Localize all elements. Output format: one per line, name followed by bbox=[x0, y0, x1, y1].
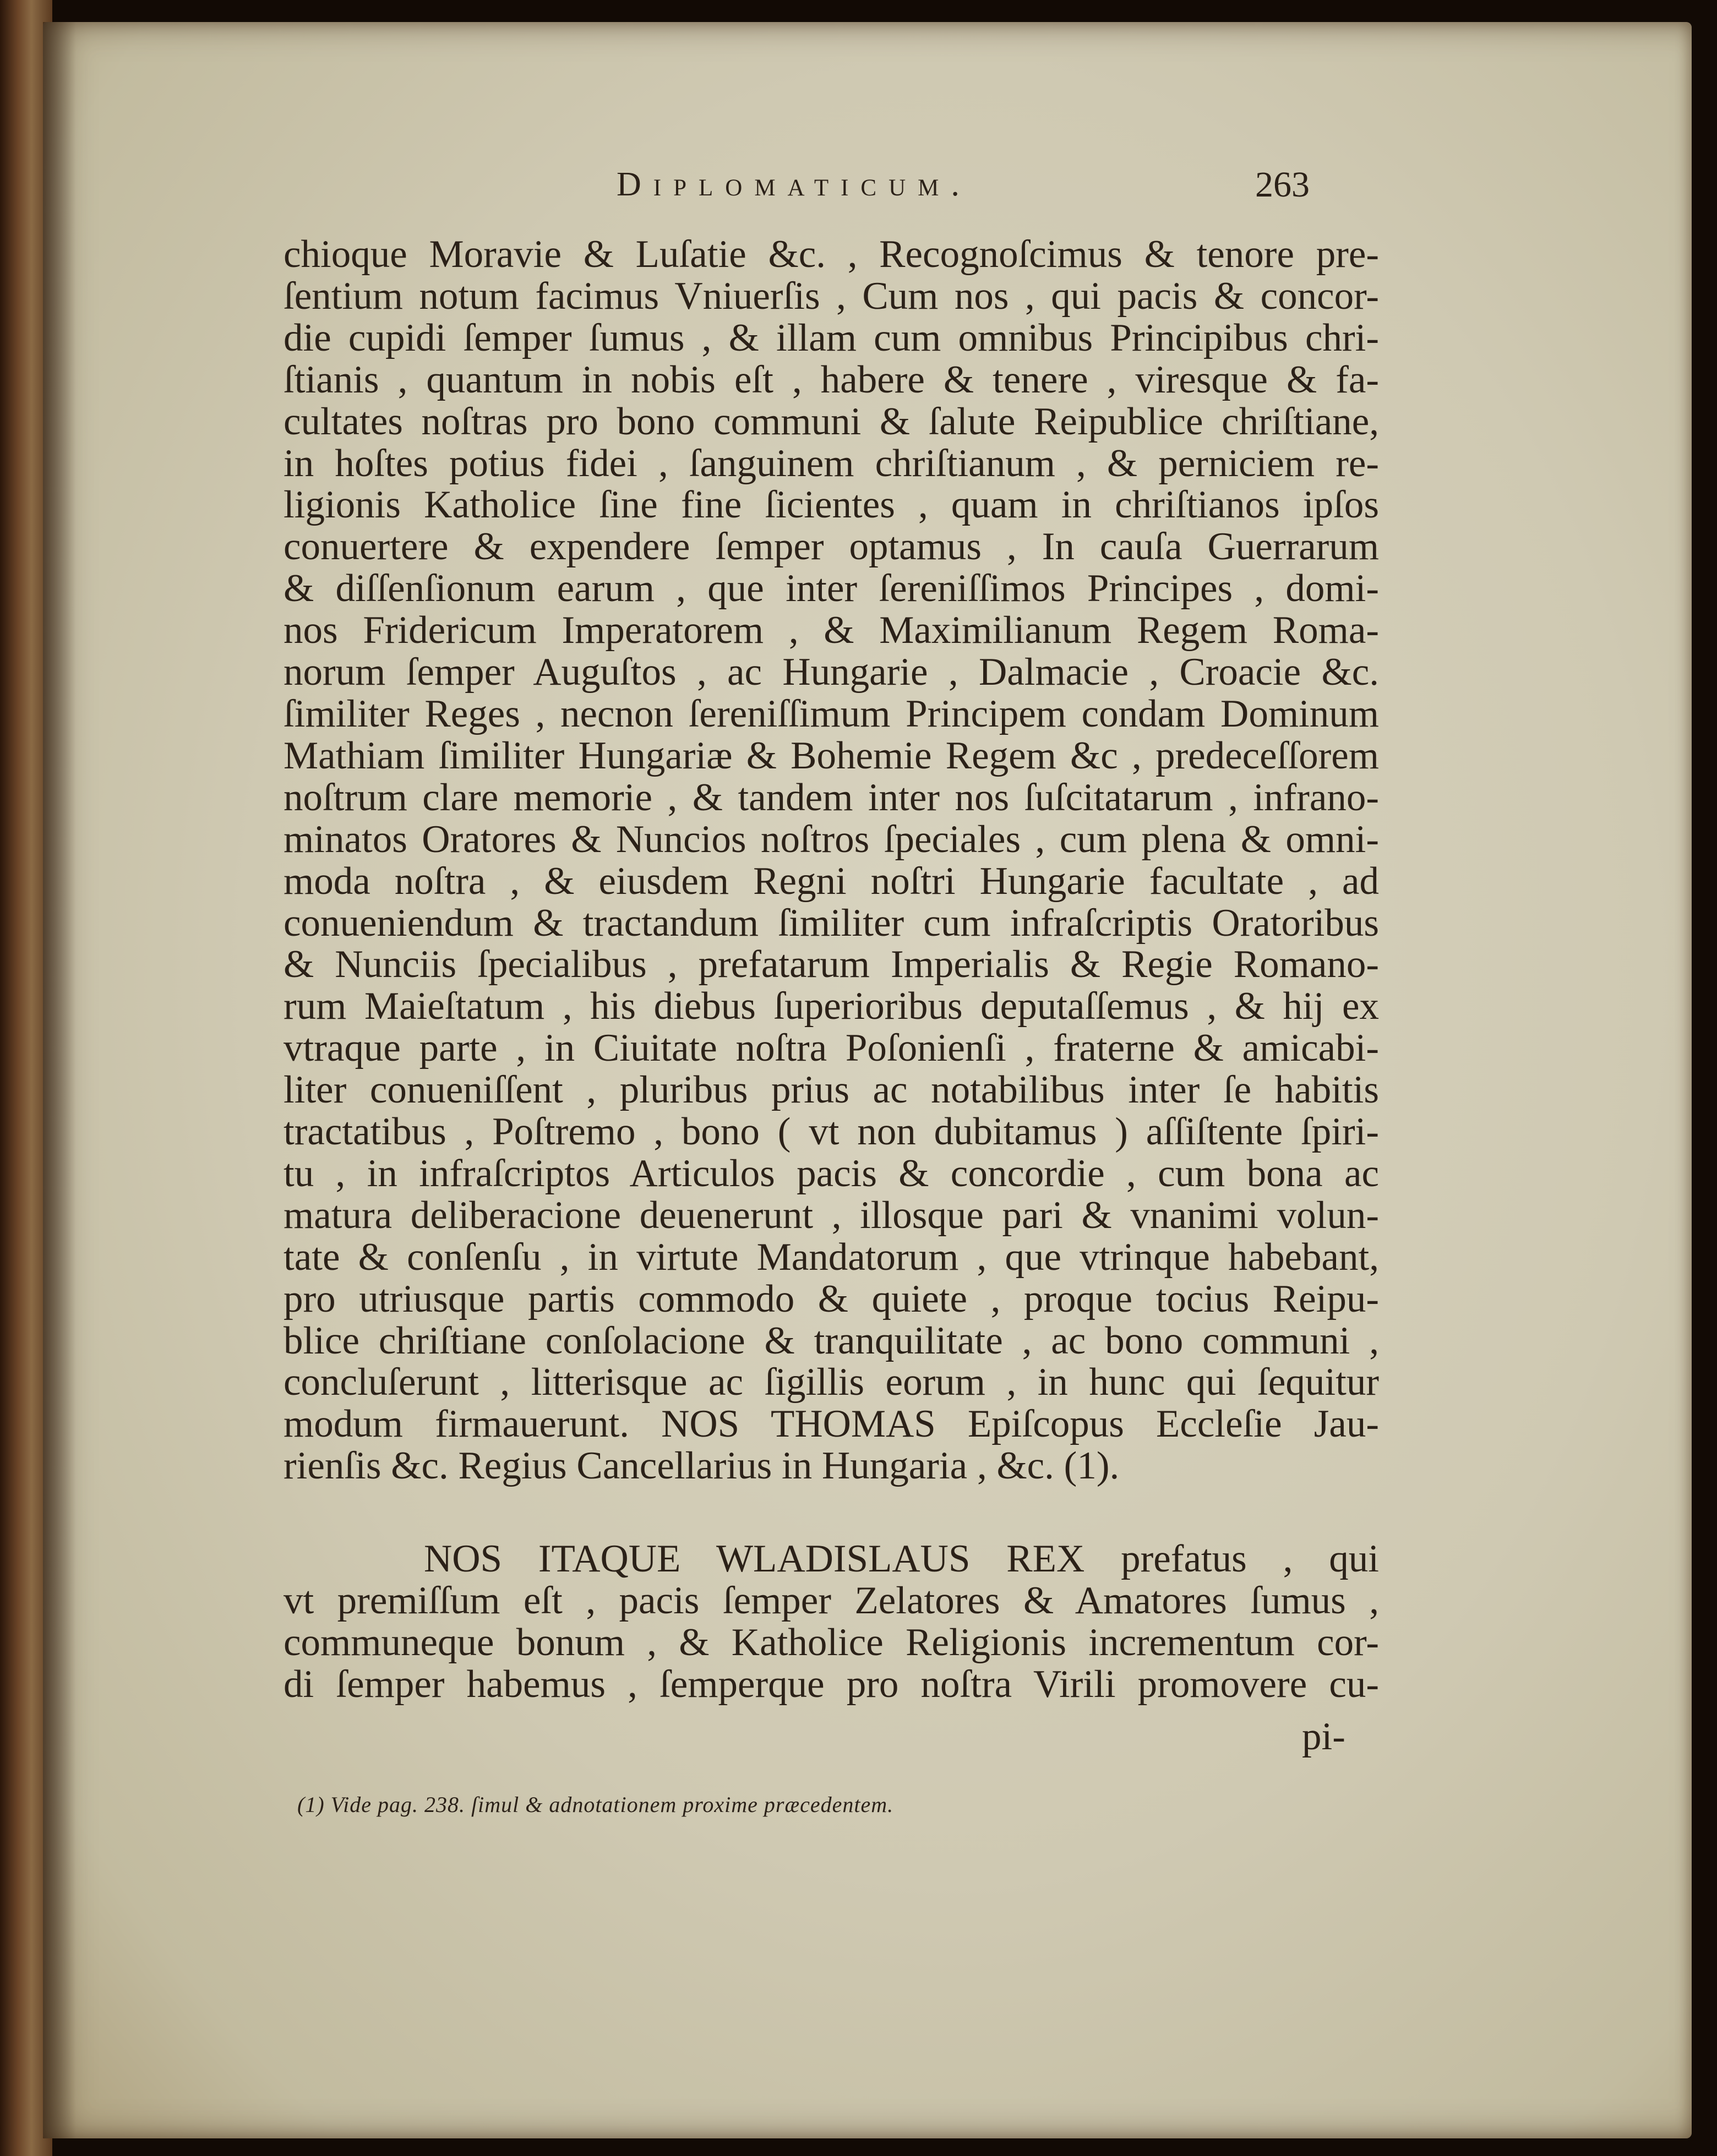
text-line: ſtianis , quantum in nobis eſt , habere & tenere , viresque & fa- bbox=[284, 358, 1379, 401]
text-line: tate & conſenſu , in virtute Mandatorum , que vtrinque habebant, bbox=[284, 1235, 1379, 1279]
text-line: norum ſemper Auguſtos , ac Hungarie , Dalmacie , Croacie &c. bbox=[284, 651, 1379, 694]
text-line: di ſemper habemus , ſemperque pro noſtra Virili promovere cu- bbox=[284, 1662, 1379, 1706]
text-line: vtraque parte , in Ciuitate noſtra Poſonienſi , fraterne & amicabi- bbox=[284, 1027, 1379, 1070]
running-head: Diplomaticum. bbox=[617, 166, 972, 203]
text-line: conueniendum & tractandum ſimiliter cum infraſcriptis Oratoribus bbox=[284, 901, 1379, 945]
text-line: ſimiliter Reges , necnon ſereniſſimum Principem condam Dominum bbox=[284, 692, 1379, 735]
text-line: nos Fridericum Imperatorem , & Maximilianum Regem Roma- bbox=[284, 609, 1379, 652]
text-line: modum firmauerunt. NOS THOMAS Epiſcopus Eccleſie Jau- bbox=[284, 1402, 1379, 1446]
text-line: ligionis Katholice ſine fine ſicientes , quam in chriſtianos ipſos bbox=[284, 483, 1379, 527]
text-line: conuertere & expendere ſemper optamus , In cauſa Guerrarum bbox=[284, 525, 1379, 569]
text-line: NOS ITAQUE WLADISLAUS REX prefatus , qui bbox=[424, 1537, 1379, 1580]
text-line: & diſſenſionum earum , que inter ſereniſſimos Principes , domi- bbox=[284, 567, 1379, 610]
footnote: (1) Vide pag. 238. ſimul & adnotationem proxime præcedentem. bbox=[297, 1792, 894, 1817]
text-line: Mathiam ſimiliter Hungariæ & Bohemie Regem &c , predeceſſorem bbox=[284, 734, 1379, 777]
text-line: die cupidi ſemper ſumus , & illam cum omnibus Principibus chri- bbox=[284, 316, 1379, 359]
text-line: chioque Moravie & Luſatie &c. , Recognoſcimus & tenore pre- bbox=[284, 233, 1379, 276]
text-line: in hoſtes potius fidei , ſanguinem chriſtianum , & perniciem re- bbox=[284, 441, 1379, 485]
text-line: concluſerunt , litterisque ac ſigillis eorum , in hunc qui ſequitur bbox=[284, 1361, 1379, 1404]
text-line: tractatibus , Poſtremo , bono ( vt non dubitamus ) aſſiſtente ſpiri- bbox=[284, 1110, 1379, 1154]
text-line: matura deliberacione deuenerunt , illosque pari & vnanimi volun- bbox=[284, 1193, 1379, 1237]
text-line: vt premiſſum eſt , pacis ſemper Zelatores & Amatores ſumus , bbox=[284, 1579, 1379, 1622]
text-line: rum Maieſtatum , his diebus ſuperioribus deputaſſemus , & hij ex bbox=[284, 985, 1379, 1028]
paragraph-1 bbox=[284, 234, 1379, 1487]
text-line: blice chriſtiane conſolacione & tranquilitate , ac bono communi , bbox=[284, 1319, 1379, 1362]
text-line: moda noſtra , & eiusdem Regni noſtri Hungarie facultate , ad bbox=[284, 859, 1379, 903]
text-line: & Nunciis ſpecialibus , prefatarum Imperialis & Regie Romano- bbox=[284, 943, 1379, 986]
catchword: pi- bbox=[1302, 1715, 1345, 1758]
text-line: noſtrum clare memorie , & tandem inter nos ſuſcitatarum , infrano- bbox=[284, 776, 1379, 819]
text-line: tu , in infraſcriptos Articulos pacis & concordie , cum bona ac bbox=[284, 1151, 1379, 1195]
text-line: communeque bonum , & Katholice Religionis incrementum cor- bbox=[284, 1620, 1379, 1664]
paragraph-2 bbox=[284, 1537, 1379, 1706]
text-line: pro utriusque partis commodo & quiete , proque tocius Reipu- bbox=[284, 1277, 1379, 1320]
text-line: liter conueniſſent , pluribus prius ac notabilibus inter ſe habitis bbox=[284, 1068, 1379, 1112]
text-line: ſentium notum facimus Vniuerſis , Cum nos , qui pacis & concor- bbox=[284, 274, 1379, 318]
text-line: minatos Oratores & Nuncios noſtros ſpeciales , cum plena & omni- bbox=[284, 817, 1379, 861]
gutter-shadow bbox=[43, 22, 76, 2138]
text-line: cultates noſtras pro bono communi & ſalute Reipublice chriſtiane, bbox=[284, 400, 1379, 443]
page-number: 263 bbox=[1255, 165, 1310, 205]
text-line: rienſis &c. Regius Cancellarius in Hungaria , &c. (1). bbox=[284, 1444, 1120, 1488]
